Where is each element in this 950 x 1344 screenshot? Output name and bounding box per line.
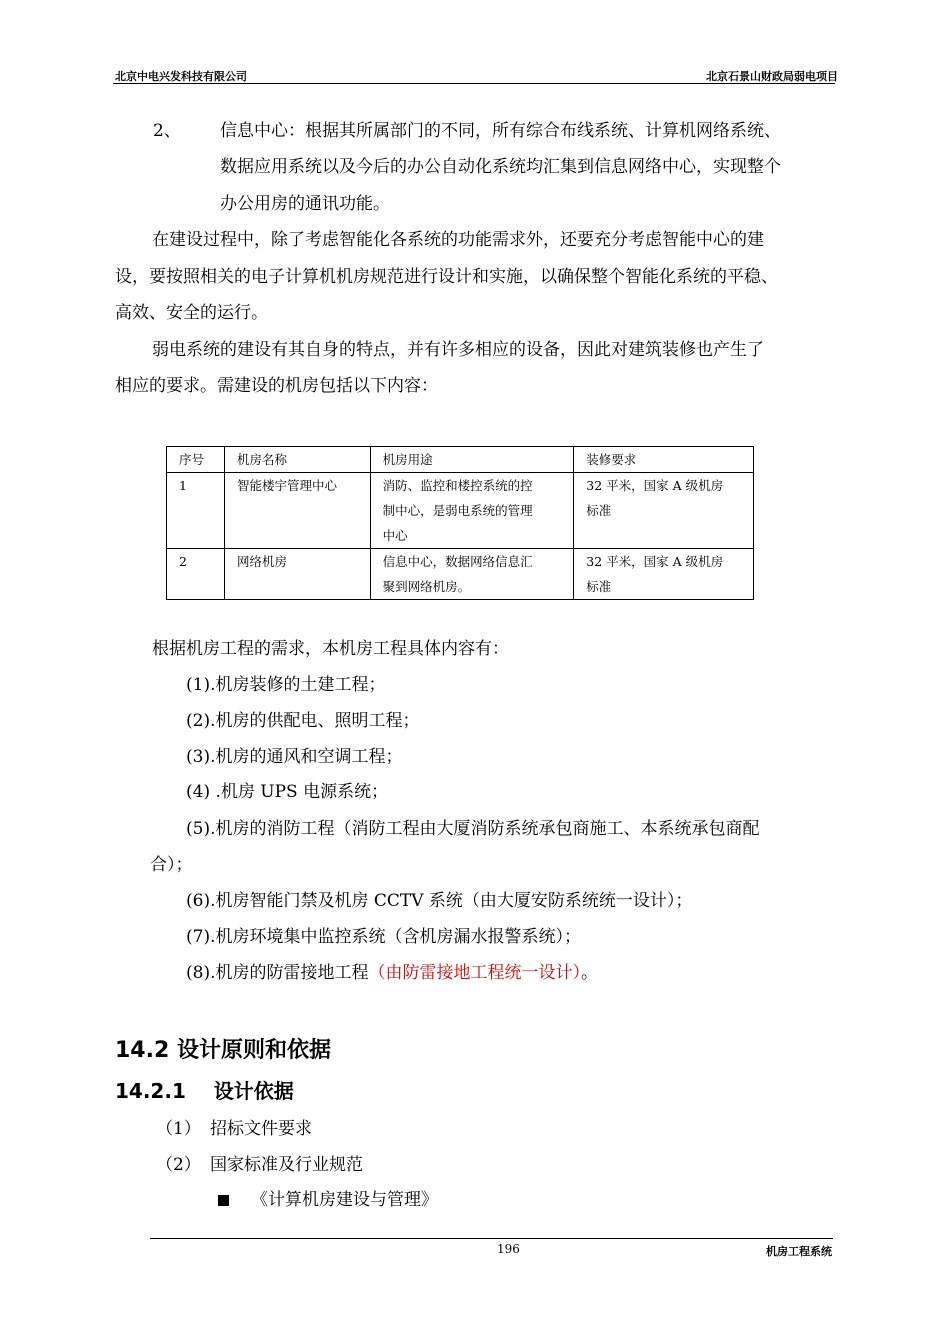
table-row bbox=[167, 549, 754, 600]
para-1-line-3: 高效、安全的运行。 bbox=[115, 303, 268, 323]
list-item-1: (1).机房装修的土建工程； bbox=[186, 675, 386, 695]
item-2-line-1: 信息中心：根据其所属部门的不同，所有综合布线系统、计算机网络系统、 bbox=[220, 121, 781, 141]
list-item-8-note: （由防雷接地工程统一设计） bbox=[368, 963, 581, 983]
cell-room-use: 消防、监控和楼控系统的控 制中心，是弱电系统的管理 中心 bbox=[370, 473, 574, 549]
basis-text-2: 国家标准及行业规范 bbox=[210, 1155, 363, 1175]
cell-decoration: 32 平米，国家 A 级机房 标准 bbox=[574, 473, 754, 549]
header-room-use: 机房用途 bbox=[370, 447, 574, 473]
list-item-7: (7).机房环境集中监控系统（含机房漏水报警系统）； bbox=[186, 927, 581, 947]
para-1-line-2: 设，要按照相关的电子计算机机房规范进行设计和实施，以确保整个智能化系统的平稳、 bbox=[115, 267, 778, 287]
header-decoration: 装修要求 bbox=[574, 447, 754, 473]
bullet-text: 《计算机房建设与管理》 bbox=[251, 1190, 438, 1210]
item-2-number: 2、 bbox=[153, 121, 181, 141]
item-2-line-3: 办公用房的通讯功能。 bbox=[220, 194, 390, 214]
header-company: 北京中电兴发科技有限公司 bbox=[115, 70, 247, 83]
list-item-3: (3).机房的通风和空调工程； bbox=[186, 747, 403, 767]
header-room-name: 机房名称 bbox=[224, 447, 370, 473]
cell-room-name: 智能楼宇管理中心 bbox=[224, 473, 370, 549]
list-intro: 根据机房工程的需求，本机房工程具体内容有： bbox=[152, 639, 509, 659]
page-number: 196 bbox=[497, 1242, 520, 1256]
machine-room-table bbox=[166, 446, 754, 600]
cell-room-name: 网络机房 bbox=[224, 549, 370, 600]
list-item-6: (6).机房智能门禁及机房 CCTV 系统（由大厦安防系统统一设计）； bbox=[186, 891, 693, 911]
cell-room-use: 信息中心，数据网络信息汇 聚到网络机房。 bbox=[370, 549, 574, 600]
table-row bbox=[167, 473, 754, 549]
item-2-line-2: 数据应用系统以及今后的办公自动化系统均汇集到信息网络中心，实现整个 bbox=[220, 157, 781, 177]
footer-chapter: 机房工程系统 bbox=[766, 1245, 832, 1258]
list-item-5: (5).机房的消防工程（消防工程由大厦消防系统承包商施工、本系统承包商配 bbox=[186, 819, 760, 839]
list-item-5-cont: 合）； bbox=[150, 855, 193, 875]
header-index: 序号 bbox=[167, 447, 225, 473]
cell-index: 1 bbox=[167, 473, 225, 549]
cell-index: 2 bbox=[167, 549, 225, 600]
basis-text-1: 招标文件要求 bbox=[210, 1119, 312, 1139]
square-bullet-icon bbox=[218, 1195, 229, 1206]
header-project: 北京石景山财政局弱电项目 bbox=[706, 70, 838, 83]
section-heading: 14.2 设计原则和依据 bbox=[115, 1038, 331, 1063]
list-item-8-end: 。 bbox=[580, 963, 598, 983]
para-2-line-2: 相应的要求。需建设的机房包括以下内容： bbox=[115, 376, 438, 396]
bullet-item bbox=[218, 1182, 438, 1218]
basis-num-1: （1） bbox=[156, 1119, 201, 1139]
list-item-4: (4) .机房 UPS 电源系统； bbox=[186, 782, 389, 802]
para-2-line-1: 弱电系统的建设有其自身的特点，并有许多相应的设备，因此对建筑装修也产生了 bbox=[152, 340, 764, 360]
basis-num-2: （2） bbox=[156, 1155, 201, 1175]
subsection-heading: 14.2.1 设计依据 bbox=[115, 1079, 294, 1103]
para-1-line-1: 在建设过程中，除了考虑智能化各系统的功能需求外，还要充分考虑智能中心的建 bbox=[152, 230, 764, 250]
list-item-8 bbox=[186, 955, 598, 991]
cell-decoration: 32 平米，国家 A 级机房 标准 bbox=[574, 549, 754, 600]
table-header-row bbox=[167, 447, 754, 473]
footer-rule bbox=[150, 1238, 833, 1239]
list-item-2: (2).机房的供配电、照明工程； bbox=[186, 711, 420, 731]
list-item-8-text: (8).机房的防雷接地工程 bbox=[186, 963, 369, 983]
header-rule bbox=[113, 83, 835, 84]
